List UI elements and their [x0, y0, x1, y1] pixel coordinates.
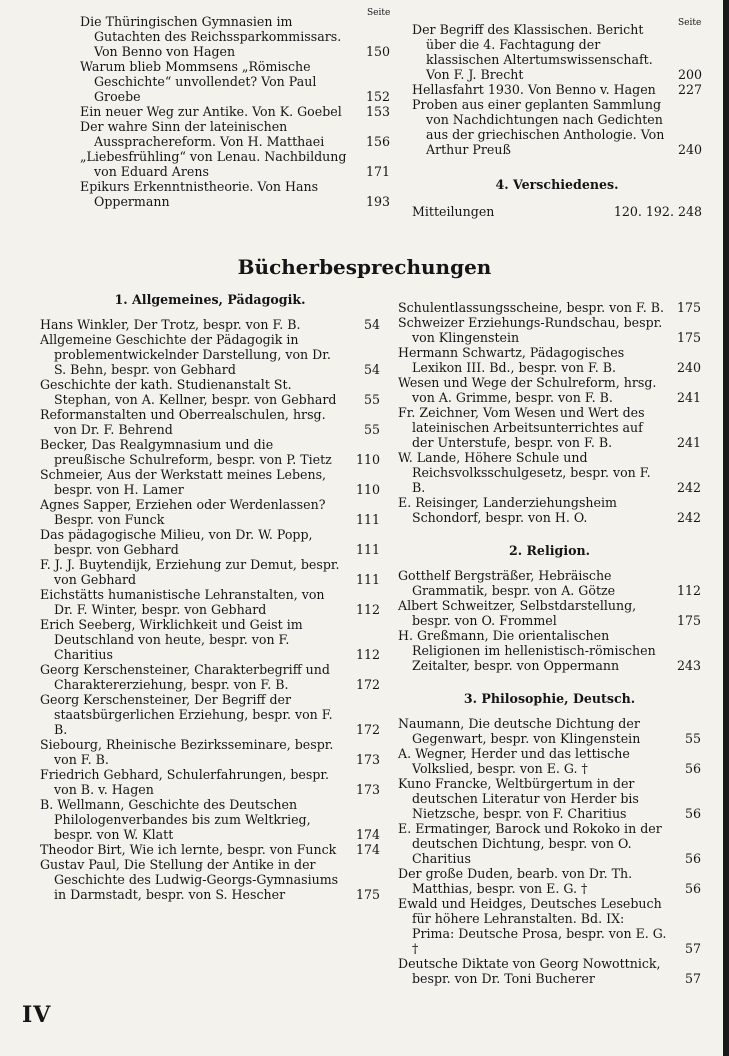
scan-edge-shadow: [723, 0, 729, 1056]
right-review-column: [398, 300, 701, 986]
article-entry: Der wahre Sinn der lateinischen Aussprachereform. Von H. Matthaei 156: [80, 119, 390, 149]
article-entry: Proben aus einer geplanten Sammlung von Nachdichtungen nach Gedichten aus der griechischen Anthologie. Von Arthur Preuß 240: [412, 97, 702, 157]
seite-label-left: Seite: [367, 8, 391, 18]
article-entry: Epikurs Erkenntnistheorie. Von Hans Oppermann 193: [80, 179, 390, 209]
review-entry: Fr. Zeichner, Vom Wesen und Wert des lateinischen Arbeitsunterrichtes auf der Unterstufe, bespr. von F. B. 241: [398, 405, 701, 450]
article-entry: Warum blieb Mommsens „Römische Geschichte“ unvollendet? Von Paul Groebe 152: [80, 59, 390, 104]
review-entry: Allgemeine Geschichte der Pädagogik in problementwickelnder Darstellung, von Dr. S. Behn, bespr. von Gebhard 54: [40, 332, 380, 377]
page-number-roman: IV: [22, 1002, 52, 1028]
section-heading-verschiedenes: 4. Verschiedenes.: [495, 177, 619, 192]
review-entry: Erich Seeberg, Wirklichkeit und Geist im Deutschland von heute, bespr. von F. Charitius 112: [40, 617, 380, 662]
article-entry: Die Thüringischen Gymnasien im Gutachten des Reichssparkommissars. Von Benno von Hagen 150: [80, 14, 390, 59]
review-entry: Reformanstalten und Oberrealschulen, hrsg. von Dr. F. Behrend 55: [40, 407, 380, 437]
article-entry: Hellasfahrt 1930. Von Benno v. Hagen 227: [412, 82, 702, 97]
review-entry: A. Wegner, Herder und das lettische Volkslied, bespr. von E. G. † 56: [398, 746, 701, 776]
review-entry: Schmeier, Aus der Werkstatt meines Lebens, bespr. von H. Lamer 110: [40, 467, 380, 497]
seite-label-right: Seite: [678, 18, 702, 28]
review-entry: E. Ermatinger, Barock und Rokoko in der deutschen Dichtung, bespr. von O. Charitius 56: [398, 821, 701, 866]
article-entry: Mitteilungen 120. 192. 248: [412, 204, 702, 219]
review-entry: Albert Schweitzer, Selbstdarstellung, bespr. von O. Frommel 175: [398, 598, 701, 628]
top-right-article-list: [412, 22, 702, 219]
review-entry: E. Reisinger, Landerziehungsheim Schondorf, bespr. von H. O. 242: [398, 495, 701, 525]
article-entry: Ein neuer Weg zur Antike. Von K. Goebel 153: [80, 104, 390, 119]
page-title: Bücherbesprechungen: [237, 255, 492, 279]
review-entry: Gustav Paul, Die Stellung der Antike in der Geschichte des Ludwig-Georgs-Gymnasiums in Darmstadt, bespr. von S. Hescher 175: [40, 857, 380, 902]
review-entry: Das pädagogische Milieu, von Dr. W. Popp, bespr. von Gebhard 111: [40, 527, 380, 557]
review-entry: Theodor Birt, Wie ich lernte, bespr. von Funck 174: [40, 842, 380, 857]
review-entry: Georg Kerschensteiner, Charakterbegriff und Charaktererziehung, bespr. von F. B. 172: [40, 662, 380, 692]
review-entry: Hans Winkler, Der Trotz, bespr. von F. B. 54: [40, 317, 380, 332]
article-entry: „Liebesfrühling“ von Lenau. Nachbildung von Eduard Arens 171: [80, 149, 390, 179]
review-entry: Kuno Francke, Weltbürgertum in der deutschen Literatur von Herder bis Nietzsche, bespr. von F. Charitius 56: [398, 776, 701, 821]
review-entry: F. J. J. Buytendijk, Erziehung zur Demut, bespr. von Gebhard 111: [40, 557, 380, 587]
review-entry: Naumann, Die deutsche Dichtung der Gegenwart, bespr. von Klingenstein 55: [398, 716, 701, 746]
review-entry: Georg Kerschensteiner, Der Begriff der staatsbürgerlichen Erziehung, bespr. von F. B. 172: [40, 692, 380, 737]
review-entry: Schweizer Erziehungs-Rundschau, bespr. von Klingenstein 175: [398, 315, 701, 345]
review-entry: Hermann Schwartz, Pädagogisches Lexikon III. Bd., bespr. von F. B. 240: [398, 345, 701, 375]
review-entry: Schulentlassungsscheine, bespr. von F. B. 175: [398, 300, 701, 315]
review-entry: Siebourg, Rheinische Bezirksseminare, bespr. von F. B. 173: [40, 737, 380, 767]
section-heading-allgemeines: 1. Allgemeines, Pädagogik.: [114, 292, 306, 307]
review-entry: W. Lande, Höhere Schule und Reichsvolksschulgesetz, bespr. von F. B. 242: [398, 450, 701, 495]
review-entry: Becker, Das Realgymnasium und die preußische Schulreform, bespr. von P. Tietz 110: [40, 437, 380, 467]
review-entry: Eichstätts humanistische Lehranstalten, von Dr. F. Winter, bespr. von Gebhard 112: [40, 587, 380, 617]
left-review-column: [40, 292, 380, 902]
review-entry: Friedrich Gebhard, Schulerfahrungen, bespr. von B. v. Hagen 173: [40, 767, 380, 797]
section-heading-religion: 2. Religion.: [508, 543, 591, 558]
review-entry: Agnes Sapper, Erziehen oder Werdenlassen? Bespr. von Funck 111: [40, 497, 380, 527]
article-entry: Der Begriff des Klassischen. Bericht über die 4. Fachtagung der klassischen Altertumswissenschaft. Von F. J. Brecht 200: [412, 22, 702, 82]
review-entry: Geschichte der kath. Studienanstalt St. Stephan, von A. Kellner, bespr. von Gebhard 55: [40, 377, 380, 407]
review-entry: B. Wellmann, Geschichte des Deutschen Philologenverbandes bis zum Weltkrieg, bespr. von W. Klatt 174: [40, 797, 380, 842]
review-entry: Deutsche Diktate von Georg Nowottnick, bespr. von Dr. Toni Bucherer 57: [398, 956, 701, 986]
review-entry: Der große Duden, bearb. von Dr. Th. Matthias, bespr. von E. G. † 56: [398, 866, 701, 896]
top-left-article-list: [80, 14, 390, 209]
review-entry: Gotthelf Bergsträßer, Hebräische Grammatik, bespr. von A. Götze 112: [398, 568, 701, 598]
review-entry: Wesen und Wege der Schulreform, hrsg. von A. Grimme, bespr. von F. B. 241: [398, 375, 701, 405]
review-entry: Ewald und Heidges, Deutsches Lesebuch für höhere Lehranstalten. Bd. IX: Prima: Deutsche Prosa, bespr. von E. G. † 57: [398, 896, 701, 956]
section-heading-philosophie: 3. Philosophie, Deutsch.: [463, 691, 636, 706]
review-entry: H. Greßmann, Die orientalischen Religionen im hellenistisch-römischen Zeitalter, bespr. von Oppermann 243: [398, 628, 701, 673]
